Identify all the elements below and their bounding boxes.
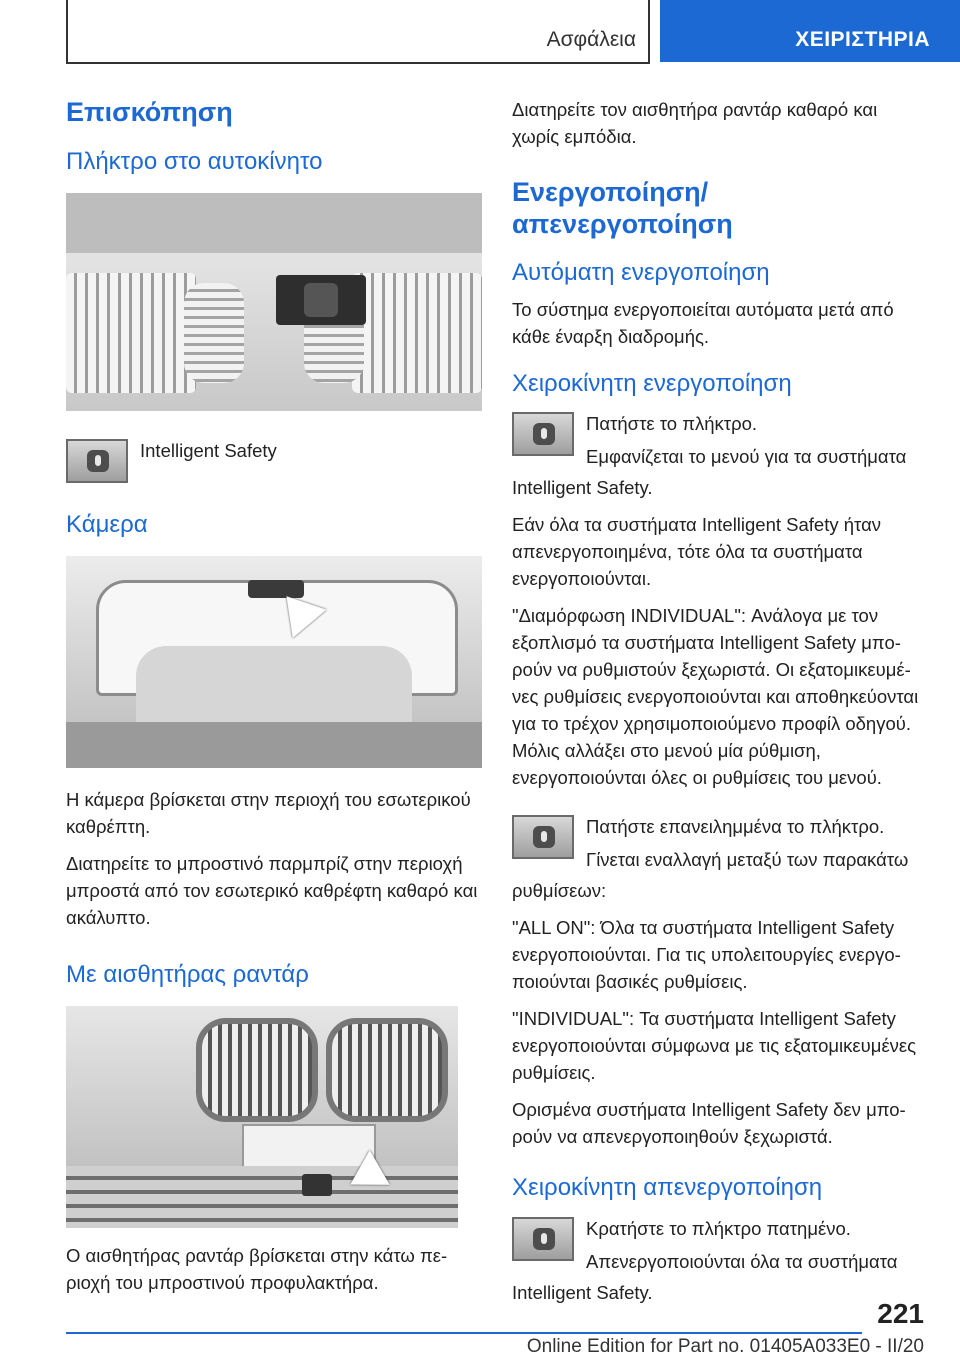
cannot-deactivate-text: Ορισμένα συστήματα Intelligent Safety δεν μπορούν να απενεργοποιηθούν ξεχωριστά.	[512, 1099, 906, 1148]
intelligent-safety-button-icon	[66, 439, 128, 483]
manual-activation-step	[512, 410, 924, 470]
individual-config-text: "Διαμόρφωση INDIVIDUAL": Ανάλογα με τον εξοπλισμό τα συστήματα Intelligent Safety μπορούν να ρυθμιστούν ξεχωριστά. Οι εξατομικευμένες ρυθμίσεις ενεργοποιούνται και αποθηκεύονται για το τρέχον χρησιμοποιούμενο προφίλ οδηγού. Μόλις αλλάξει στο μενού μία ρύθμιση, ενεργοποιούνται όλες οι ρυθμίσεις του μενού.	[512, 605, 919, 789]
all-deactivated-result-text: Απενεργοποιούνται όλα τα συστήματα	[586, 1251, 898, 1273]
hold-button-text: Κρατήστε το πλήκτρο πατημένο.	[586, 1218, 851, 1240]
manual-deactivation-step	[512, 1215, 924, 1275]
individual-text: "INDIVIDUAL": Τα συστήματα Intelligent Safety ενεργοποιούνται σύμφωνα με τις εξατομικευμένες ρυθμίσεις.	[512, 1008, 917, 1084]
section-title-text: Ασφάλεια	[546, 28, 636, 51]
all-on-text: "ALL ON": Όλα τα συστήματα Intelligent Safety ενεργοποιούνται. Για τις υπολειτουργίες ενεργοποιούνται βασικές ρυθμίσεις.	[512, 917, 901, 993]
intelligent-safety-button-icon	[512, 1217, 574, 1261]
air-vent-right	[352, 273, 482, 393]
chapter-tab	[660, 0, 960, 62]
kidney-grille-right	[326, 1018, 448, 1122]
button-legend-row	[66, 437, 482, 491]
menu-appears-text: Εμφανίζεται το μενού για τα συστήματα	[586, 446, 907, 468]
repeat-press-text: Πατήστε επανειλημμένα το πλήκτρο.	[586, 816, 885, 838]
dashboard-button-figure	[66, 193, 482, 411]
camera-heading: Κάμερα	[66, 511, 148, 539]
camera-figure	[66, 556, 482, 768]
radar-figure	[66, 1006, 458, 1228]
button-glyph-icon	[87, 450, 109, 472]
trunk-cover	[66, 722, 482, 768]
dashboard-strip	[66, 193, 482, 253]
manual-deactivation-heading: Χειροκίνητη απενεργοποίηση	[512, 1174, 823, 1202]
radar-sensor	[302, 1174, 332, 1196]
activation-title: Ενεργοποίηση/απενεργοποίηση	[512, 177, 733, 240]
panel-button-icon	[304, 283, 338, 317]
front-bumper	[66, 1166, 458, 1228]
button-legend-text	[66, 437, 482, 464]
page-number: 221	[877, 1298, 924, 1329]
button-caption: Intelligent Safety	[140, 440, 277, 462]
section-title	[68, 0, 648, 62]
header-rule-mid	[648, 0, 650, 64]
footer-rule	[66, 1332, 862, 1334]
header-rule-bottom	[66, 62, 650, 64]
press-button-text: Πατήστε το πλήκτρο.	[586, 413, 758, 435]
menu-appears-continued: Intelligent Safety.	[512, 477, 653, 499]
right-column	[512, 96, 924, 1316]
intelligent-safety-button-icon	[512, 412, 574, 456]
kidney-grille-left	[196, 1018, 318, 1122]
vent-knob-left	[184, 283, 244, 383]
button-glyph-icon	[533, 423, 555, 445]
all-deactivated-text: Εάν όλα τα συστήματα Intelligent Safety ήταν απενεργοποιημένα, τότε όλα τα συστήματα ενεργοποιούνται.	[512, 514, 882, 590]
edition-text: Online Edition for Part no. 01405A033E0 - II/20	[526, 1336, 924, 1357]
left-column	[66, 96, 482, 1306]
camera-keep-clean-text: Διατηρείτε το μπροστινό παρμπρίζ στην περιοχή μπροστά από τον εσωτερικό καθρέφτη καθαρό και ακάλυπτο.	[66, 852, 478, 928]
radar-heading: Με αισθητήρας ραντάρ	[66, 960, 309, 988]
air-vent-left	[66, 273, 196, 393]
automatic-activation-text: Το σύστημα ενεργοποιείται αυτόματα μετά από κάθε έναρξη διαδρομής.	[512, 298, 894, 347]
toggle-settings-continued: ρυθμίσεων:	[512, 880, 607, 902]
intelligent-safety-button-icon	[512, 815, 574, 859]
button-glyph-icon	[533, 1228, 555, 1250]
repeat-press-step	[512, 813, 924, 873]
all-deactivated-result-continued: Intelligent Safety.	[512, 1282, 653, 1304]
automatic-activation-heading: Αυτόματη ενεργοποίηση	[512, 258, 770, 286]
button-in-vehicle-heading: Πλήκτρο στο αυτοκίνητο	[66, 148, 323, 176]
chapter-tab-text: ΧΕΙΡΙΣΤΗΡΙΑ	[795, 28, 930, 51]
button-glyph-icon	[533, 826, 555, 848]
toggle-settings-text: Γίνεται εναλλαγή μεταξύ των παρακάτω	[586, 849, 909, 871]
button-panel	[276, 275, 366, 325]
radar-location-text: Ο αισθητήρας ραντάρ βρίσκεται στην κάτω περιοχή του μπροστινού προφυλακτήρα.	[66, 1244, 448, 1293]
manual-activation-heading: Χειροκίνητη ενεργοποίηση	[512, 369, 792, 397]
radar-keep-clean-text: Διατηρείτε τον αισθητήρα ραντάρ καθαρό και χωρίς εμπόδια.	[512, 99, 878, 147]
rear-seats	[136, 646, 412, 726]
overview-title: Επισκόπηση	[66, 97, 233, 127]
camera-location-text: Η κάμερα βρίσκεται στην περιοχή του εσωτερικού καθρέπτη.	[66, 788, 471, 837]
